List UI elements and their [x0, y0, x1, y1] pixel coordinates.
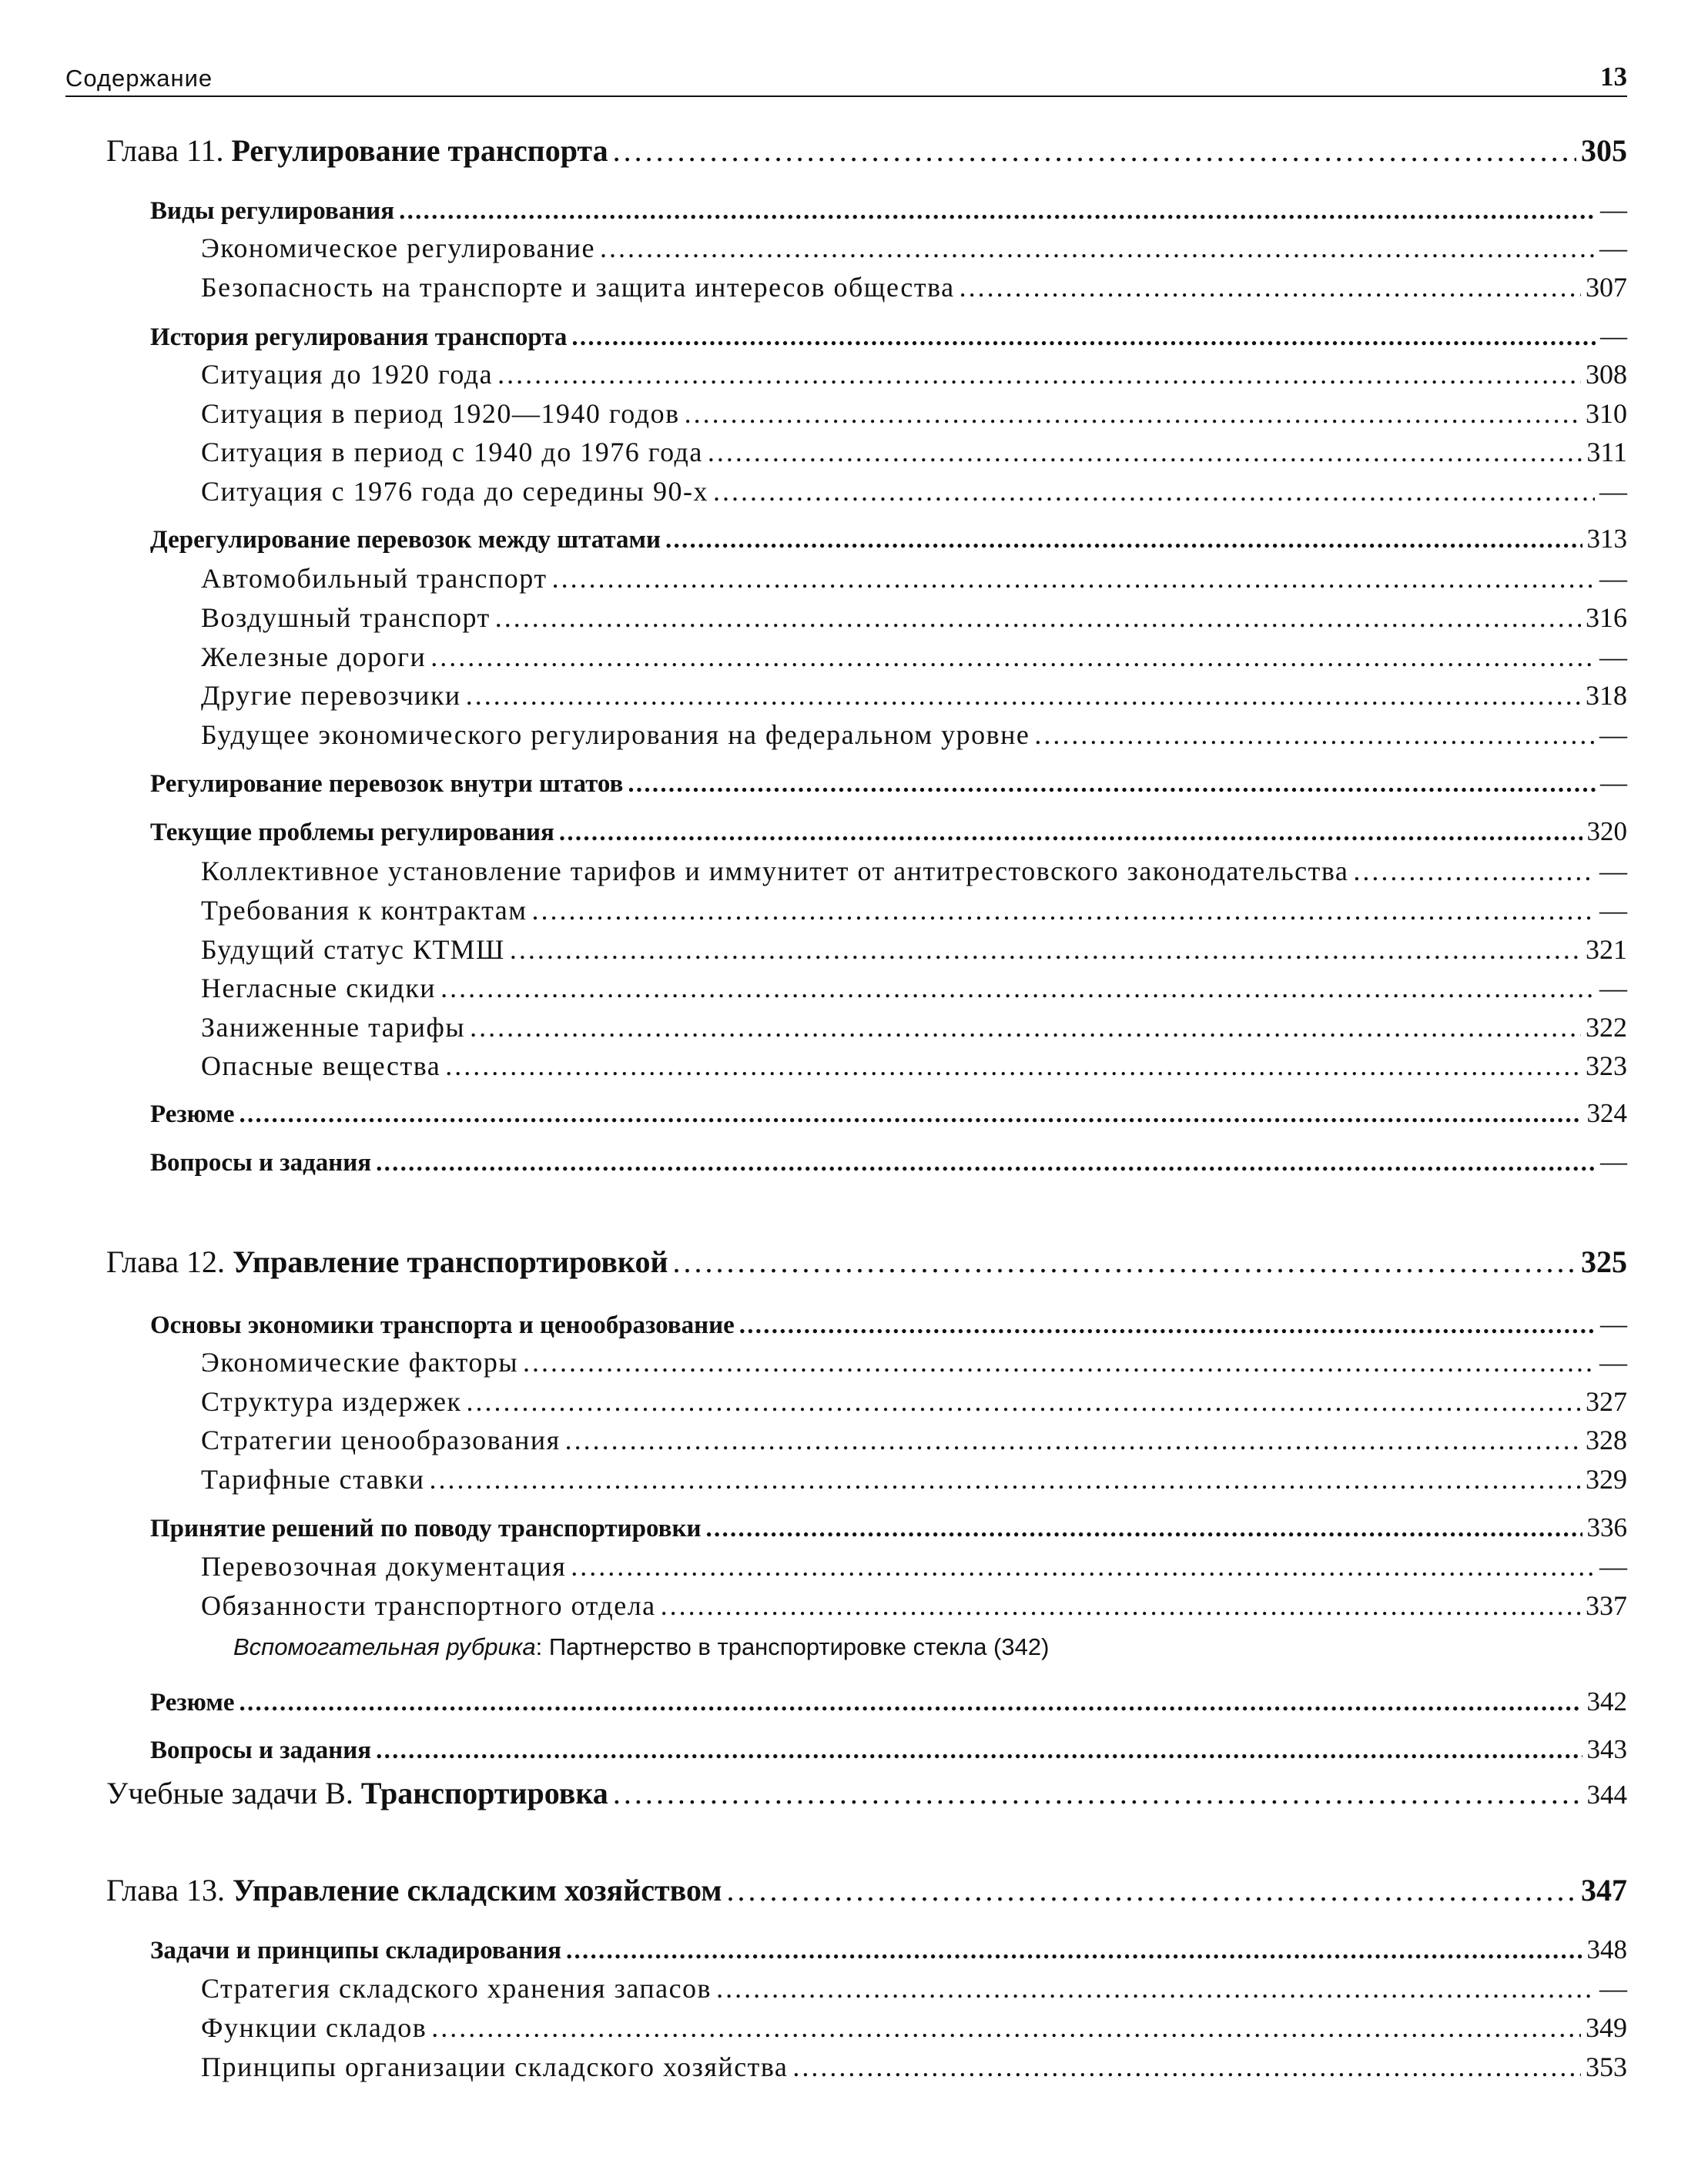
subsection-entry[interactable]	[201, 232, 1627, 264]
section-title: Резюме	[150, 1100, 235, 1128]
page-ref: 342	[1586, 1686, 1627, 1717]
page-ref: —	[1600, 768, 1627, 798]
subsection-title: Ситуация до 1920 года	[201, 359, 494, 390]
page-ref: 313	[1586, 524, 1627, 554]
subsection-title: Заниженные тарифы	[201, 1012, 466, 1043]
subsection-title: Коллективное установление тарифов и иммунитет от антитрестовского законодательства	[201, 856, 1349, 886]
running-title: Содержание	[65, 65, 213, 92]
dot-leader	[571, 323, 1596, 352]
dot-leader	[445, 1050, 1581, 1082]
section-entry[interactable]	[150, 321, 1627, 352]
subsection-title: Ситуация с 1976 года до середины 90-х	[201, 476, 708, 507]
subsection-title: Будущий статус КТМШ	[201, 934, 505, 965]
page-ref: —	[1599, 719, 1627, 750]
page-ref: 337	[1586, 1590, 1627, 1621]
section-title: Регулирование перевозок внутри штатов	[150, 770, 624, 798]
section-entry[interactable]	[150, 1686, 1627, 1717]
page-ref: 324	[1586, 1098, 1627, 1128]
dot-leader	[739, 1311, 1596, 1340]
page-ref: 311	[1586, 437, 1627, 467]
subsection-title: Безопасность на транспорте и защита интересов общества	[201, 272, 955, 303]
subsection-entry[interactable]	[201, 2011, 1627, 2044]
page-ref: 318	[1586, 680, 1627, 711]
dot-leader	[430, 641, 1595, 673]
dot-leader	[376, 1149, 1596, 1177]
subsection-title: Другие перевозчики	[201, 680, 461, 711]
dot-leader	[523, 1346, 1595, 1378]
subsection-title: Негласные скидки	[201, 973, 437, 1003]
subsection-entry[interactable]	[201, 679, 1627, 712]
subsection-entry[interactable]	[201, 718, 1627, 751]
subsection-entry[interactable]	[201, 855, 1627, 887]
subsection-entry[interactable]	[201, 1385, 1627, 1418]
dot-leader	[470, 1011, 1581, 1043]
page-ref: 343	[1586, 1734, 1627, 1764]
subsection-title: Тарифные ставки	[201, 1464, 425, 1495]
dot-leader	[628, 770, 1596, 799]
subsection-title: Перевозочная документация	[201, 1551, 567, 1582]
case-entry[interactable]	[106, 1775, 1627, 1811]
dot-leader	[685, 397, 1581, 430]
dot-leader	[571, 1550, 1595, 1583]
subsection-entry[interactable]	[201, 358, 1627, 390]
page-ref: 305	[1581, 133, 1627, 168]
page-ref: 327	[1586, 1386, 1627, 1417]
subsection-title: Ситуация в период с 1940 до 1976 года	[201, 437, 703, 467]
dot-leader	[559, 819, 1582, 847]
section-entry[interactable]	[150, 1734, 1627, 1765]
dot-leader	[440, 972, 1595, 1004]
dot-leader	[716, 1972, 1595, 2005]
dot-leader	[552, 562, 1595, 595]
page-ref: —	[1600, 321, 1627, 351]
chapter-title: Управление складским хозяйством	[232, 1873, 722, 1907]
chapter-entry[interactable]	[106, 1872, 1627, 1908]
subsection-entry[interactable]	[201, 475, 1627, 507]
subsection-entry[interactable]	[201, 562, 1627, 595]
page-ref: 336	[1586, 1512, 1627, 1542]
dot-leader	[713, 475, 1595, 507]
subsection-title: Стратегия складского хранения запасов	[201, 1973, 712, 2004]
subsection-entry[interactable]	[201, 1050, 1627, 1082]
page-ref: 353	[1586, 2051, 1627, 2082]
subsection-title: Автомобильный транспорт	[201, 563, 548, 594]
page-ref: 349	[1586, 2012, 1627, 2043]
section-title: Виды регулирования	[150, 197, 395, 225]
section-title: Дерегулирование перевозок между штатами	[150, 526, 661, 554]
subsection-entry[interactable]	[201, 641, 1627, 673]
subsection-entry[interactable]	[201, 1424, 1627, 1456]
subsection-entry[interactable]	[201, 1463, 1627, 1495]
dot-leader	[1353, 855, 1595, 887]
chapter-title: Управление транспортировкой	[232, 1244, 668, 1279]
section-entry[interactable]	[150, 1934, 1627, 1965]
page-ref: 344	[1586, 1780, 1627, 1810]
page-ref: 308	[1586, 359, 1627, 390]
subsection-entry[interactable]	[201, 1972, 1627, 2005]
dot-leader	[466, 1385, 1581, 1418]
page-ref: 323	[1586, 1050, 1627, 1081]
dot-leader	[708, 436, 1582, 468]
page-ref: 325	[1581, 1244, 1627, 1279]
sidebar-text: : Партнерство в транспортировке стекла (342)	[535, 1633, 1050, 1660]
dot-leader	[510, 933, 1581, 966]
subsection-title: Требования к контрактам	[201, 895, 527, 926]
subsection-title: Воздушный транспорт	[201, 602, 491, 633]
page-ref: 328	[1586, 1425, 1627, 1455]
page-ref: 347	[1581, 1873, 1627, 1907]
dot-leader	[497, 358, 1581, 390]
chapter-title: Регулирование транспорта	[231, 133, 608, 168]
section-entry[interactable]	[150, 768, 1627, 799]
subsection-title: Обязанности транспортного отдела	[201, 1590, 656, 1621]
dot-leader	[706, 1515, 1582, 1543]
dot-leader	[429, 1463, 1581, 1495]
dot-leader	[665, 526, 1582, 554]
section-title: Резюме	[150, 1689, 235, 1717]
subsection-entry[interactable]	[201, 271, 1627, 303]
section-entry[interactable]	[150, 816, 1627, 847]
dot-leader	[399, 197, 1596, 226]
section-entry[interactable]	[150, 195, 1627, 226]
page-ref: 310	[1586, 398, 1627, 429]
dot-leader	[495, 601, 1581, 634]
dot-leader	[532, 894, 1595, 926]
subsection-title: Структура издержек	[201, 1386, 462, 1417]
subsection-title: Будущее экономического регулирования на федеральном уровне	[201, 719, 1030, 750]
page-ref: —	[1600, 195, 1627, 225]
subsection-title: Ситуация в период 1920—1940 годов	[201, 398, 680, 429]
sidebar-label: Вспомогательная рубрика	[233, 1633, 536, 1660]
subsection-entry[interactable]	[201, 601, 1627, 634]
subsection-title: Стратегии ценообразования	[201, 1425, 561, 1455]
page-ref: —	[1599, 1551, 1627, 1582]
page-ref: —	[1600, 1309, 1627, 1339]
page-ref: —	[1599, 1347, 1627, 1378]
subsection-entry[interactable]	[201, 1589, 1627, 1622]
page-ref: —	[1599, 1973, 1627, 2004]
subsection-entry[interactable]	[201, 2051, 1627, 2083]
page-ref: —	[1599, 641, 1627, 672]
dot-leader	[1034, 718, 1595, 751]
subsection-entry[interactable]	[201, 894, 1627, 926]
subsection-entry[interactable]	[201, 1550, 1627, 1583]
dot-leader	[726, 1872, 1576, 1908]
table-of-contents	[106, 0, 1627, 2167]
page-ref: 316	[1586, 602, 1627, 633]
section-title: Принятие решений по поводу транспортировки	[150, 1515, 702, 1542]
subsection-entry[interactable]	[201, 436, 1627, 468]
subsection-entry[interactable]	[201, 1346, 1627, 1378]
page-ref: —	[1599, 895, 1627, 926]
section-title: Задачи и принципы складирования	[150, 1937, 561, 1964]
chapter-label: Глава 12.	[106, 1244, 225, 1279]
section-entry[interactable]	[150, 1309, 1627, 1340]
dot-leader	[613, 1775, 1582, 1811]
section-title: Вопросы и задания	[150, 1149, 372, 1177]
page-ref: —	[1599, 856, 1627, 886]
page-ref: 321	[1586, 934, 1627, 965]
dot-leader	[565, 1424, 1581, 1456]
subsection-title: Железные дороги	[201, 641, 427, 672]
chapter-entry[interactable]	[106, 1244, 1627, 1280]
subsection-title: Принципы организации складского хозяйства	[201, 2051, 789, 2082]
chapter-label: Глава 13.	[106, 1873, 225, 1907]
dot-leader	[376, 1737, 1582, 1765]
dot-leader	[239, 1100, 1582, 1129]
dot-leader	[600, 232, 1595, 264]
section-entry[interactable]	[150, 1098, 1627, 1129]
dot-leader	[566, 1937, 1582, 1965]
dot-leader	[613, 132, 1576, 169]
page-ref: —	[1599, 973, 1627, 1003]
dot-leader	[661, 1589, 1581, 1622]
subsection-entry[interactable]	[201, 1011, 1627, 1043]
dot-leader	[466, 679, 1581, 712]
page-number: 13	[1600, 62, 1627, 92]
subsection-entry[interactable]	[201, 397, 1627, 430]
dot-leader	[239, 1689, 1582, 1717]
chapter-label: Глава 11.	[106, 133, 224, 168]
subsection-title: Функции складов	[201, 2012, 427, 2043]
sidebar-note	[233, 1633, 1049, 1661]
section-entry[interactable]	[150, 1512, 1627, 1543]
page-ref: —	[1599, 233, 1627, 263]
subsection-title: Опасные вещества	[201, 1050, 441, 1081]
page-ref: —	[1599, 563, 1627, 594]
page-ref: 322	[1586, 1012, 1627, 1043]
section-title: История регулирования транспорта	[150, 323, 568, 351]
subsection-entry[interactable]	[201, 972, 1627, 1004]
page-ref: 307	[1586, 272, 1627, 303]
section-entry[interactable]	[150, 1147, 1627, 1177]
subsection-title: Экономическое регулирование	[201, 233, 595, 263]
section-title: Текущие проблемы регулирования	[150, 819, 554, 846]
page-ref: 320	[1586, 816, 1627, 846]
case-title: Транспортировка	[360, 1776, 608, 1810]
page-ref: 329	[1586, 1464, 1627, 1495]
dot-leader	[792, 2051, 1581, 2083]
page-ref: —	[1599, 476, 1627, 507]
dot-leader	[431, 2011, 1581, 2044]
chapter-entry[interactable]	[106, 132, 1627, 169]
section-title: Вопросы и задания	[150, 1737, 372, 1764]
subsection-title: Экономические факторы	[201, 1347, 519, 1378]
page-ref: 348	[1586, 1934, 1627, 1964]
case-label: Учебные задачи В.	[106, 1776, 353, 1810]
section-entry[interactable]	[150, 524, 1627, 554]
dot-leader	[959, 271, 1581, 303]
section-title: Основы экономики транспорта и ценообразование	[150, 1311, 735, 1339]
dot-leader	[673, 1244, 1577, 1280]
page-ref: —	[1600, 1147, 1627, 1177]
subsection-entry[interactable]	[201, 933, 1627, 966]
